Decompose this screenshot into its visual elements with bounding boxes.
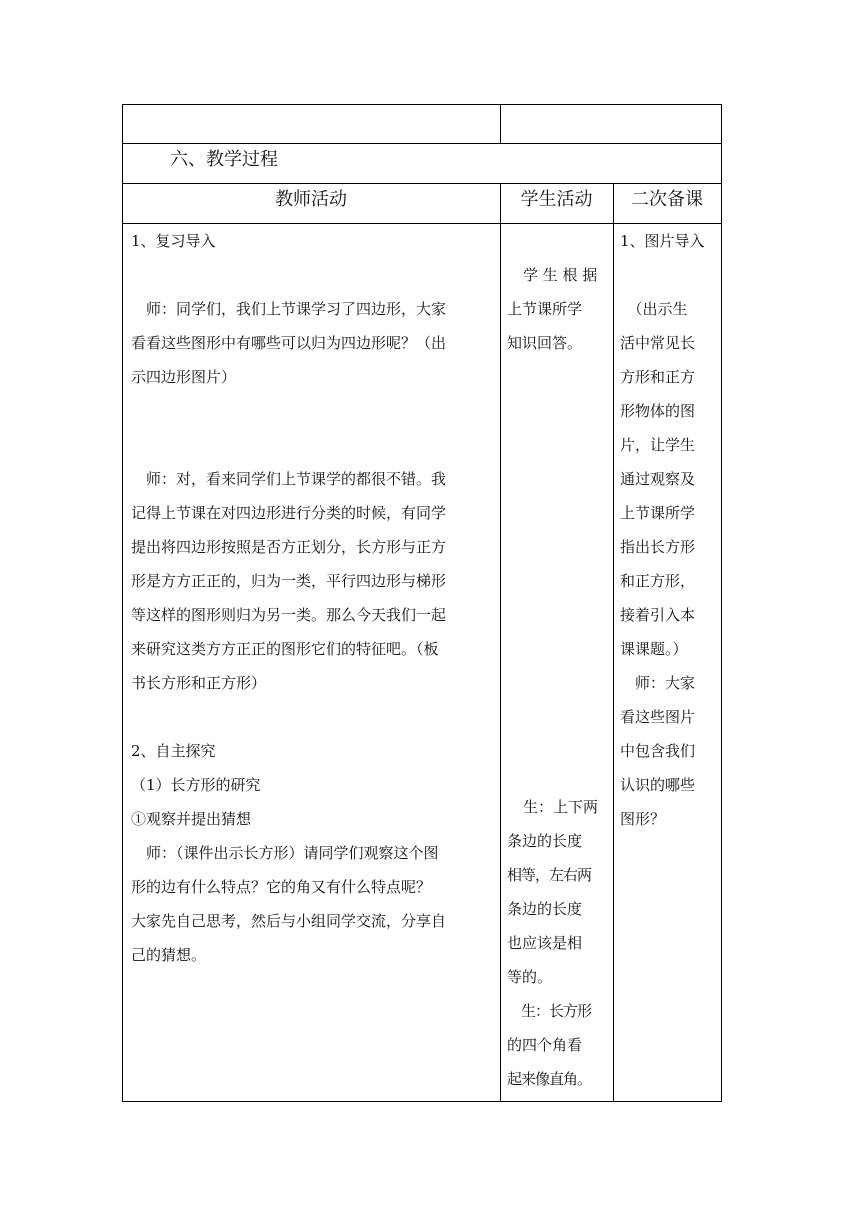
- student-line: 生：长方形: [507, 1002, 592, 1020]
- student-line: 学 生 根 据: [523, 266, 598, 284]
- student-line: 生：上下两: [523, 798, 599, 816]
- teacher-line: 书长方形和正方形）: [131, 674, 267, 692]
- student-line: 起来像直角。: [507, 1070, 592, 1088]
- teacher-activity-column: [131, 224, 496, 972]
- section-row-bottom-border: [122, 183, 722, 184]
- teacher-line: （1）长方形的研究: [131, 776, 261, 794]
- teacher-line: [131, 258, 496, 292]
- second-line: 中包含我们: [620, 742, 696, 760]
- teacher-line: 示四边形图片）: [131, 368, 237, 386]
- teacher-line: [131, 700, 496, 734]
- teacher-line: 看看这些图形中有哪些可以归为四边形呢？（出: [131, 334, 447, 352]
- teacher-line: [131, 394, 496, 428]
- header-second-preparation: 二次备课: [631, 189, 703, 210]
- table-right-border: [721, 104, 722, 1102]
- section-title: 六、教学过程: [170, 149, 278, 170]
- second-line: 活中常见长: [620, 334, 696, 352]
- second-line: 接着引入本: [620, 606, 696, 624]
- teacher-line: 形是方方正正的，归为一类，平行四边形与梯形: [131, 572, 447, 590]
- second-line: [620, 258, 720, 292]
- student-line: 相等，左右两: [507, 866, 592, 884]
- teacher-line: 记得上节课在对四边形进行分类的时候，有同学: [131, 504, 447, 522]
- student-line: 上节课所学: [507, 300, 583, 318]
- second-line: 形物体的图: [620, 402, 696, 420]
- student-line: 的四个角看: [507, 1036, 583, 1054]
- teacher-line: 师：（课件出示长方形）请同学们观察这个图: [131, 844, 439, 862]
- student-line: 条边的长度: [507, 832, 583, 850]
- teacher-line: 形的边有什么特点？它的角又有什么特点呢？: [131, 878, 432, 896]
- table-left-border: [122, 104, 123, 1102]
- second-line: 指出长方形: [620, 538, 696, 556]
- student-line: 知识回答。: [507, 334, 583, 352]
- teacher-line: 师：同学们，我们上节课学习了四边形，大家: [131, 300, 447, 318]
- col-divider-1: [500, 183, 501, 1102]
- second-line: 片，让学生: [620, 436, 696, 454]
- teacher-line: 师：对，看来同学们上节课学的都很不错。我: [131, 470, 447, 488]
- table-top-border: [122, 104, 722, 105]
- teacher-line: 2、自主探究: [131, 742, 216, 760]
- student-activity-block-2: [507, 790, 611, 1096]
- second-line: 通过观察及: [620, 470, 696, 488]
- teacher-line: 提出将四边形按照是否方正划分，长方形与正方: [131, 538, 447, 556]
- teacher-line: ①观察并提出猜想: [131, 810, 252, 828]
- teacher-line: 大家先自己思考，然后与小组同学交流，分享自: [131, 912, 447, 930]
- row1-divider: [500, 104, 501, 144]
- second-line: 方形和正方: [620, 368, 696, 386]
- teacher-line: 来研究这类方方正正的图形它们的特征吧。（板: [131, 640, 439, 658]
- student-line: 等的。: [507, 968, 553, 986]
- col-divider-2: [613, 183, 614, 1102]
- teacher-line: [131, 428, 496, 462]
- second-line: 看这些图片: [620, 708, 696, 726]
- second-line: 图形？: [620, 810, 666, 828]
- second-line: 1、图片导入: [620, 232, 705, 250]
- second-preparation-column: [620, 224, 720, 836]
- student-line: 条边的长度: [507, 900, 583, 918]
- second-line: 师：大家: [620, 674, 696, 692]
- second-line: （出示生: [620, 300, 688, 318]
- teacher-line: 等这样的图形则归为另一类。那么今天我们一起: [131, 606, 447, 624]
- header-teacher-activity: 教师活动: [275, 189, 347, 210]
- second-line: 认识的哪些: [620, 776, 696, 794]
- teacher-line: 己的猜想。: [131, 946, 207, 964]
- teacher-line: 1、复习导入: [131, 232, 216, 250]
- second-line: 和正方形，: [620, 572, 696, 590]
- header-student-activity: 学生活动: [520, 189, 593, 210]
- table-bottom-border: [122, 1101, 722, 1102]
- student-line: 也应该是相: [507, 934, 583, 952]
- row1-bottom-border: [122, 143, 722, 144]
- second-line: 课课题。）: [620, 640, 688, 658]
- student-activity-block-1: [507, 258, 611, 360]
- second-line: 上节课所学: [620, 504, 696, 522]
